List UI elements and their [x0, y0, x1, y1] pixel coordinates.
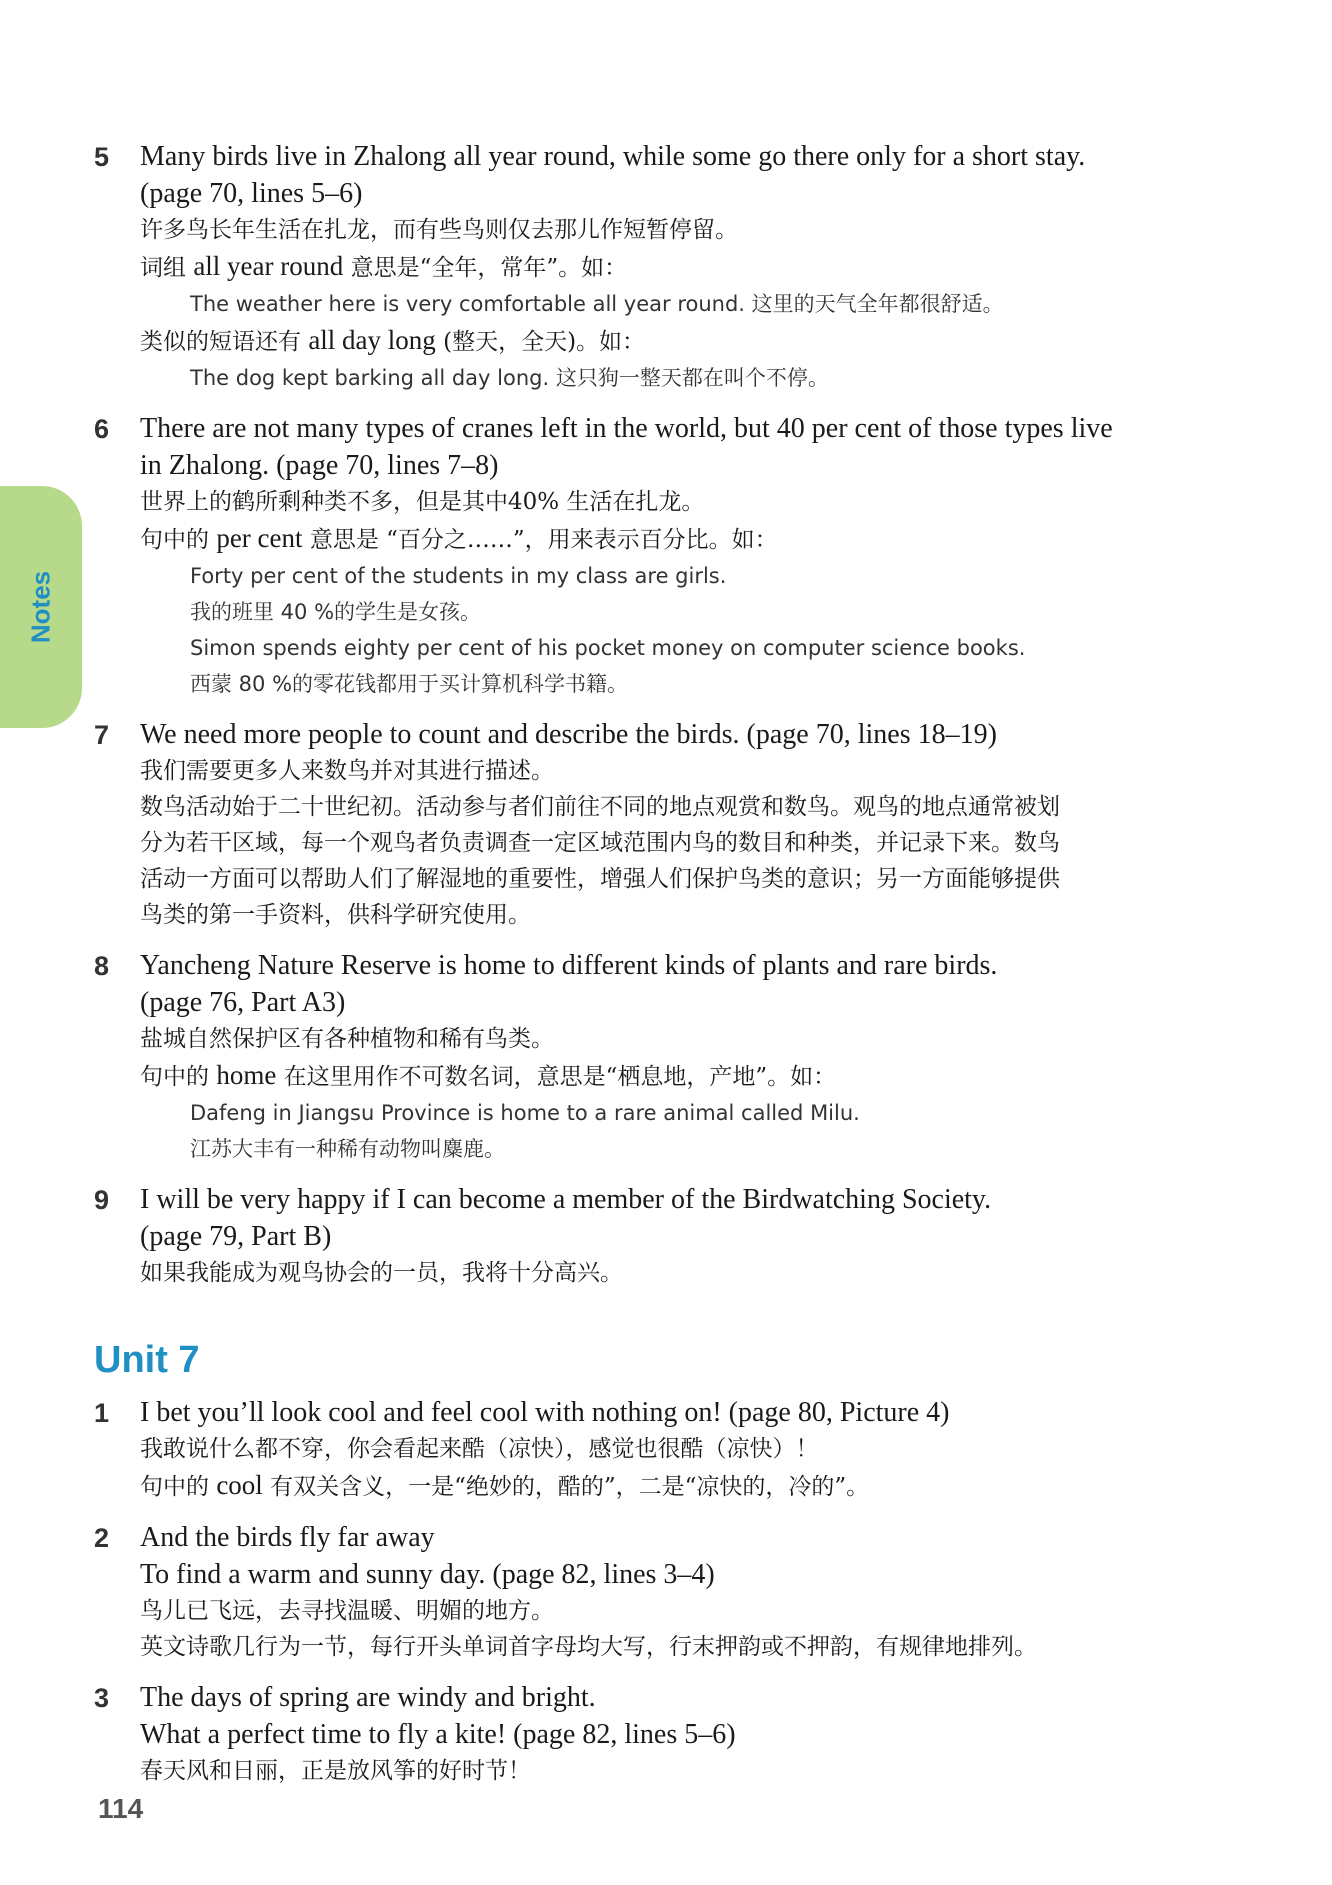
note-translation: 鸟儿已飞远，去寻找温暖、明媚的地方。 [140, 1598, 554, 1624]
note-explanation [140, 1057, 1264, 1095]
example-sentence: 江苏大丰有一种稀有动物叫麋鹿。 [190, 1137, 505, 1161]
note-item [94, 138, 1264, 396]
note-item [94, 947, 1264, 1167]
notes-list-unit-6 [94, 138, 1264, 1291]
example-sentence: 我的班里 40 %的学生是女孩。 [190, 600, 482, 624]
note-translation: 我敢说什么都不穿，你会看起来酷（凉快），感觉也很酷（凉快）！ [140, 1436, 819, 1462]
page-content [94, 138, 1264, 1803]
note-translation: 许多鸟长年生活在扎龙，而有些鸟则仅去那儿作短暂停留。 [140, 217, 738, 243]
notes-tab-label: Notes [25, 570, 56, 644]
notes-list-unit-7 [94, 1394, 1264, 1789]
notes-side-tab [0, 486, 82, 728]
note-explanation [140, 1467, 1264, 1505]
explanation-suffix: (整天，全天)。如： [443, 329, 646, 355]
note-explanation-line: 数鸟活动始于二十世纪初。活动参与者们前往不同的地点观赏和数鸟。观鸟的地点通常被划 [140, 794, 1060, 820]
explanation-suffix: 有双关含义，一是“绝妙的，酷的”，二是“凉快的，冷的”。 [270, 1474, 870, 1500]
explanation-suffix: 意思是 “百分之……”，用来表示百分比。如： [309, 527, 778, 553]
note-explanation-line: 活动一方面可以帮助人们了解湿地的重要性，增强人们保护鸟类的意识；另一方面能够提供 [140, 866, 1060, 892]
note-item [94, 1519, 1264, 1665]
note-explanation [140, 520, 1264, 558]
note-english-line: We need more people to count and describe the birds. (page 70, lines 18–19) [140, 719, 997, 750]
note-explanation-line: 分为若干区域，每一个观鸟者负责调查一定区域范围内鸟的数目和种类，并记录下来。数鸟 [140, 830, 1060, 856]
example-sentence: Dafeng in Jiangsu Province is home to a rare animal called Milu. [190, 1101, 860, 1125]
explanation-prefix: 句中的 [140, 527, 209, 553]
explanation-term: home [216, 1060, 277, 1090]
note-translation: 春天风和日丽，正是放风筝的好时节！ [140, 1758, 531, 1784]
note-english-line: And the birds fly far away [140, 1522, 435, 1553]
note-number: 3 [94, 1683, 110, 1713]
note-english-line: I bet you’ll look cool and feel cool with nothing on! (page 80, Picture 4) [140, 1397, 950, 1428]
note-english-line: (page 70, lines 5–6) [140, 178, 363, 209]
explanation-term: per cent [216, 523, 303, 553]
note-english-line: Yancheng Nature Reserve is home to different kinds of plants and rare birds. [140, 950, 998, 981]
explanation-prefix: 句中的 [140, 1064, 209, 1090]
note-english-line: Many birds live in Zhalong all year round, while some go there only for a short stay. [140, 141, 1086, 172]
explanation-term: all day long [308, 325, 436, 355]
explanation-term: cool [216, 1470, 263, 1500]
note-english-line: (page 76, Part A3) [140, 987, 346, 1018]
note-english-line: I will be very happy if I can become a member of the Birdwatching Society. [140, 1184, 992, 1215]
example-sentence: Simon spends eighty per cent of his pocket money on computer science books. [190, 636, 1026, 660]
note-item [94, 1394, 1264, 1505]
example-sentence: The weather here is very comfortable all year round. 这里的天气全年都很舒适。 [190, 292, 1004, 316]
explanation-suffix: 在这里用作不可数名词，意思是“栖息地，产地”。如： [283, 1064, 837, 1090]
example-sentence: 西蒙 80 %的零花钱都用于买计算机科学书籍。 [190, 672, 629, 696]
note-number: 8 [94, 951, 110, 981]
note-english-line: What a perfect time to fly a kite! (page 82, lines 5–6) [140, 1719, 736, 1750]
note-item [94, 410, 1264, 702]
note-english-line: The days of spring are windy and bright. [140, 1682, 596, 1713]
note-english-line: To find a warm and sunny day. (page 82, lines 3–4) [140, 1559, 715, 1590]
note-translation: 世界上的鹤所剩种类不多，但是其中40% 生活在扎龙。 [140, 489, 705, 515]
note-translation: 我们需要更多人来数鸟并对其进行描述。 [140, 758, 554, 784]
note-number: 1 [94, 1398, 110, 1428]
note-english-line: in Zhalong. (page 70, lines 7–8) [140, 450, 499, 481]
note-explanation [140, 322, 1264, 360]
note-explanation-line: 鸟类的第一手资料，供科学研究使用。 [140, 902, 531, 928]
note-number: 9 [94, 1185, 110, 1215]
explanation-suffix: 意思是“全年，常年”。如： [350, 255, 628, 281]
note-number: 2 [94, 1523, 110, 1553]
note-number: 5 [94, 142, 110, 172]
note-english-line: (page 79, Part B) [140, 1221, 332, 1252]
note-translation: 如果我能成为观鸟协会的一员，我将十分高兴。 [140, 1260, 623, 1286]
note-number: 6 [94, 414, 110, 444]
unit-heading: Unit 7 [94, 1339, 200, 1381]
note-explanation [140, 248, 1264, 286]
note-number: 7 [94, 720, 110, 750]
explanation-prefix: 类似的短语还有 [140, 329, 301, 355]
page-number: 114 [98, 1793, 144, 1824]
note-translation: 盐城自然保护区有各种植物和稀有鸟类。 [140, 1026, 554, 1052]
example-sentence: The dog kept barking all day long. 这只狗一整天都在叫个不停。 [190, 366, 829, 390]
example-sentence: Forty per cent of the students in my class are girls. [190, 564, 727, 588]
note-item [94, 1679, 1264, 1789]
explanation-prefix: 词组 [140, 255, 186, 281]
note-item [94, 716, 1264, 933]
note-explanation-line: 英文诗歌几行为一节，每行开头单词首字母均大写，行末押韵或不押韵，有规律地排列。 [140, 1634, 1037, 1660]
explanation-prefix: 句中的 [140, 1474, 209, 1500]
note-english-line: There are not many types of cranes left in the world, but 40 per cent of those types live [140, 413, 1113, 444]
explanation-term: all year round [193, 251, 344, 281]
note-item [94, 1181, 1264, 1291]
